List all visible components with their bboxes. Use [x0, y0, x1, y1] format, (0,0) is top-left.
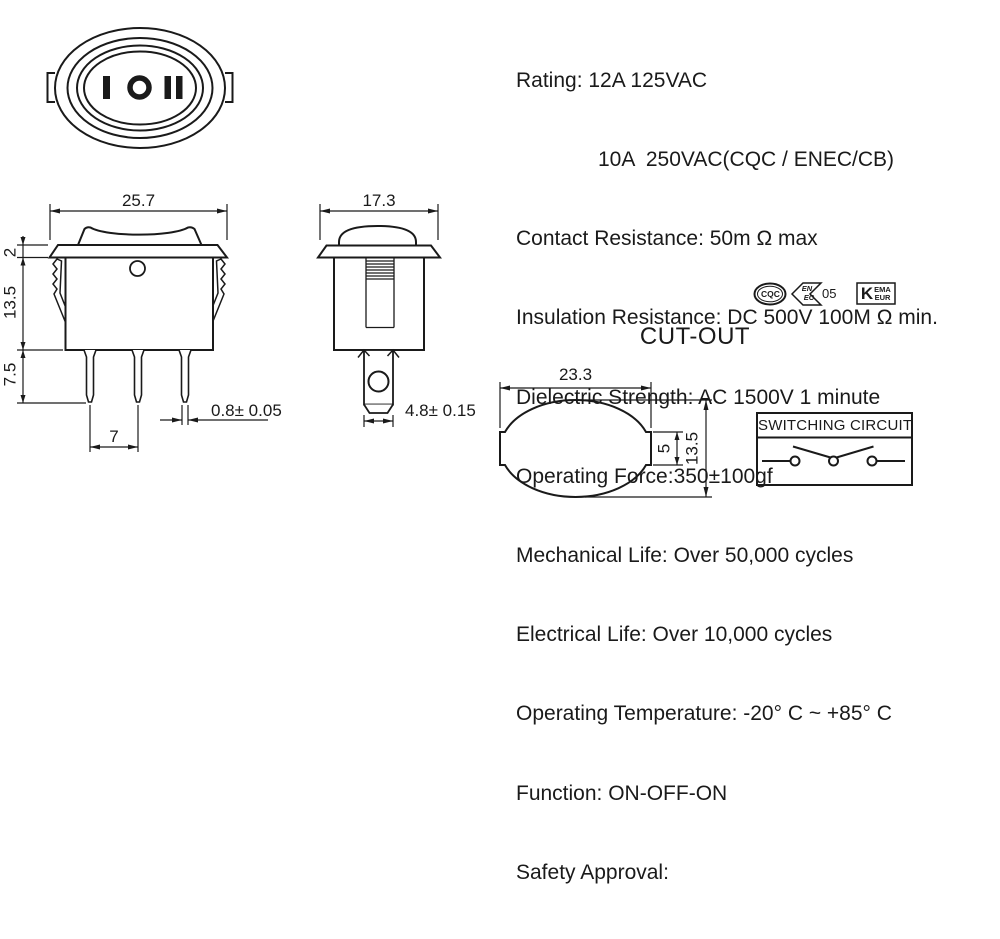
- front-body: [66, 258, 214, 351]
- marking-II-bar2: [176, 76, 183, 99]
- spec-operating-temperature: Operating Temperature: -20° C ~ +85° C: [516, 702, 892, 726]
- side-width-dim-label: 17.3: [362, 191, 396, 210]
- spec-operating-force: Operating Force:350±100gf: [516, 464, 773, 488]
- front-terminal-2: [132, 350, 144, 402]
- face-view-drawing: [48, 28, 233, 148]
- front-body-height-dim-label: 13.5: [0, 285, 20, 320]
- switching-circuit-title: SWITCHING CIRCUIT: [758, 417, 913, 434]
- face-right-tab: [225, 73, 233, 102]
- spec-dielectric-strength: Dielectric Strength: AC 1500V 1 minute: [516, 385, 881, 409]
- side-terminal: [358, 350, 399, 413]
- cutout-height-dim-label: 13.5: [682, 431, 702, 466]
- front-terminal-thickness-dim-label: 0.8± 0.05: [211, 401, 282, 420]
- front-terminal-3: [179, 350, 191, 402]
- front-flange-height-dim-label: 2: [0, 247, 20, 258]
- spec-rating-2: 10A 250VAC(CQC / ENEC/CB): [598, 148, 895, 172]
- face-left-tab: [48, 73, 56, 102]
- spec-insulation-resistance: Insulation Resistance: DC 500V 100M Ω min.: [516, 306, 938, 330]
- spec-rating: Rating: 12A 125VAC: [516, 68, 708, 92]
- side-flange: [318, 246, 440, 258]
- spec-function: Function: ON-OFF-ON: [516, 781, 728, 805]
- marking-I: [103, 76, 110, 99]
- marking-II-bar1: [165, 76, 172, 99]
- side-rocker-dome: [339, 226, 416, 246]
- side-view-drawing: [318, 204, 440, 427]
- front-width-dim-label: 25.7: [121, 191, 156, 210]
- side-terminal-width-dim-label: 4.8± 0.15: [405, 401, 476, 420]
- kema-logo-k: K: [860, 284, 874, 303]
- side-body: [334, 258, 424, 351]
- front-rocker-button: [78, 227, 202, 245]
- kema-logo-ema: EMA: [874, 284, 891, 294]
- enec-logo-text-bottom: EC: [803, 293, 815, 302]
- side-terminal-hole: [369, 372, 389, 392]
- cutout-notch-dim-label: 5: [654, 443, 674, 454]
- spec-mechanical-life: Mechanical Life: Over 50,000 cycles: [516, 544, 854, 568]
- front-terminal-length-dim-label: 7.5: [0, 362, 20, 387]
- spec-electrical-life: Electrical Life: Over 10,000 cycles: [516, 623, 833, 647]
- spec-contact-resistance: Contact Resistance: 50m Ω max: [516, 227, 818, 251]
- cutout-title: CUT-OUT: [639, 323, 751, 350]
- front-terminal-pitch-dim-label: 7: [109, 427, 119, 446]
- enec-number-text: 05: [822, 286, 837, 301]
- cutout-width-dim-label: 23.3: [558, 365, 593, 384]
- specifications-block: [516, 15, 998, 939]
- side-terminal-dim-lines: [364, 415, 393, 427]
- kema-logo-eur: EUR: [874, 293, 891, 302]
- cqc-logo-text: CQC: [761, 289, 780, 299]
- front-terminal-1: [84, 350, 96, 402]
- enec-logo-text-top: EN: [801, 284, 813, 293]
- spec-safety-approval: Safety Approval:: [516, 860, 669, 884]
- front-flange: [50, 245, 228, 258]
